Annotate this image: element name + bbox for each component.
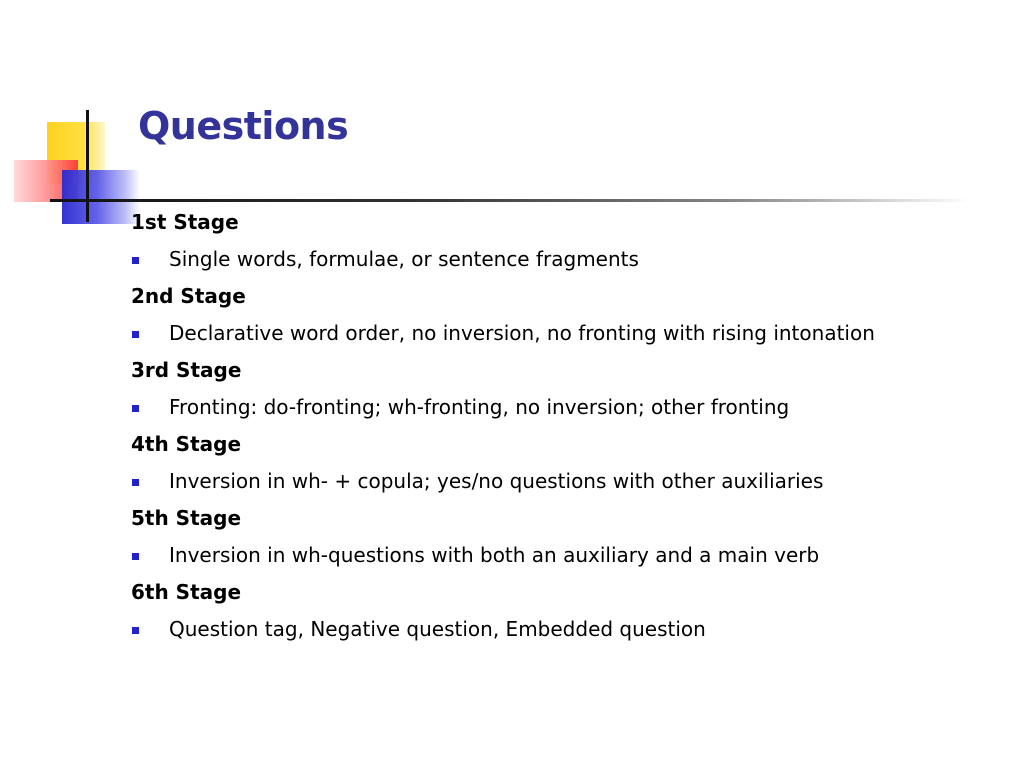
stage-heading-6: 6th Stage — [131, 580, 242, 604]
list-item-text: Inversion in wh-questions with both an auxiliary and a main verb — [169, 543, 820, 567]
square-bullet-icon — [132, 257, 139, 264]
blue-square-decoration — [62, 170, 140, 224]
list-item — [131, 241, 1011, 278]
stage-heading-2: 2nd Stage — [131, 284, 246, 308]
stage-heading-3: 3rd Stage — [131, 358, 242, 382]
square-bullet-icon — [132, 627, 139, 634]
list-item — [131, 611, 1011, 648]
square-bullet-icon — [132, 331, 139, 338]
list-item-text: Fronting: do-fronting; wh-fronting, no inversion; other fronting — [169, 395, 790, 419]
list-item-text: Question tag, Negative question, Embedded question — [169, 617, 706, 641]
square-bullet-icon — [132, 405, 139, 412]
list-item — [131, 389, 1011, 426]
stage-heading-1: 1st Stage — [131, 210, 239, 234]
list-item — [131, 537, 1011, 574]
list-item — [131, 463, 1011, 500]
list-item — [131, 315, 1011, 352]
title-underline-rule — [50, 199, 970, 202]
square-bullet-icon — [132, 479, 139, 486]
slide-title: Questions — [138, 104, 349, 148]
stage-heading-5: 5th Stage — [131, 506, 242, 530]
stage-heading-4: 4th Stage — [131, 432, 242, 456]
vertical-rule-decoration — [86, 110, 89, 222]
list-item-text: Single words, formulae, or sentence fragments — [169, 247, 639, 271]
slide-body — [131, 204, 1011, 648]
list-item-text: Inversion in wh- + copula; yes/no questions with other auxiliaries — [169, 469, 824, 493]
square-bullet-icon — [132, 553, 139, 560]
list-item-text: Declarative word order, no inversion, no fronting with rising intonation — [169, 321, 875, 345]
